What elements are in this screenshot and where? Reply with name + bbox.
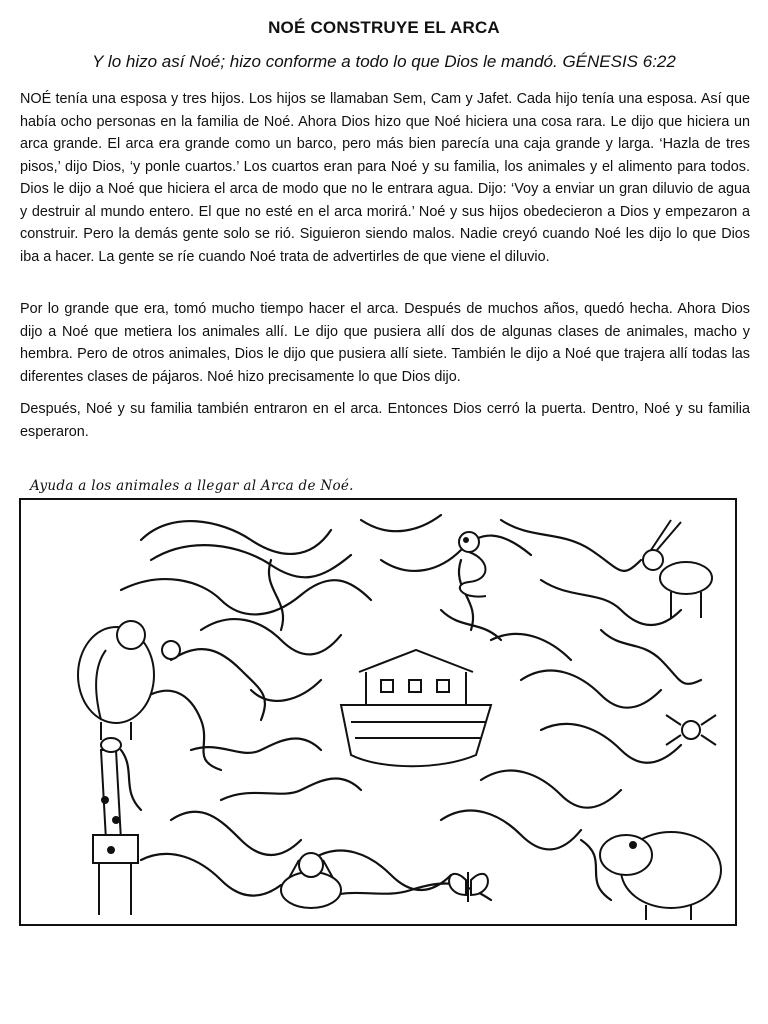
hippo-icon: [600, 832, 721, 920]
page-title: NOÉ CONSTRUYE EL ARCA: [268, 18, 500, 37]
giraffe-icon: [93, 738, 138, 915]
antelope-icon: [643, 520, 712, 618]
maze-drawing: [21, 500, 735, 924]
dog-icon: [281, 853, 341, 908]
butterfly-icon: [449, 872, 488, 902]
story-paragraph-2: Por lo grande que era, tomó mucho tiempo hacer el arca. Después de muchos años, quedó hecha. Ahora Dios dijo a Noé que metiera los animales allí. Le dijo que pusiera allí dos de algunas clases de animales, macho y hembra. Pero de otros animales, Dios le dijo que pusiera allí siete. También le dijo a Noé que trajera allí todas las diferentes clases de pájaros. Noé hizo precisamente lo que Dios dijo.: [20, 301, 750, 385]
snake-icon: [459, 532, 486, 597]
spider-icon: [666, 715, 716, 745]
story-paragraph-3: Después, Noé y su familia también entraron en el arca. Entonces Dios cerró la puerta. Dentro, Noé y su familia esperaron.: [20, 401, 750, 440]
elephant-icon: [78, 621, 180, 740]
ark-icon: [341, 650, 491, 766]
maze-instruction: Ayuda a los animales a llegar al Arca de Noé.: [30, 478, 354, 494]
bible-verse: Y lo hizo así Noé; hizo conforme a todo lo que Dios le mandó. GÉNESIS 6:22: [92, 52, 676, 71]
maze-activity: [19, 498, 737, 926]
story-paragraph-1: NOÉ tenía una esposa y tres hijos. Los hijos se llamaban Sem, Cam y Jafet. Cada hijo tenía una esposa. Así que había ocho personas en la familia de Noé. Ahora Dios hizo que Noé hiciera una cosa rara. Le dijo que hiciera un arca grande. El arca era grande como un barco, pero más bien parecía una caja grande y larga. ‘Hazla de tres pisos,’ dijo Dios, ‘y ponle cuartos.’ Los cuartos eran para Noé y su familia, los animales y el alimento para todos. Dios le dijo a Noé que hiciera el arca de modo que no le entrara agua. Dijo: ‘Voy a enviar un gran diluvio de agua y destruir al mundo entero. El que no esté en el arca morirá.’ Noé y sus hijos obedecieron a Dios y empezaron a construir. Pero la demás gente solo se rió. Siguieron siendo malos. Nadie creyó cuando Noé les dijo lo que Dios iba a hacer. La gente se ríe cuando Noé trata de advertirles de que viene el diluvio.: [20, 91, 750, 265]
